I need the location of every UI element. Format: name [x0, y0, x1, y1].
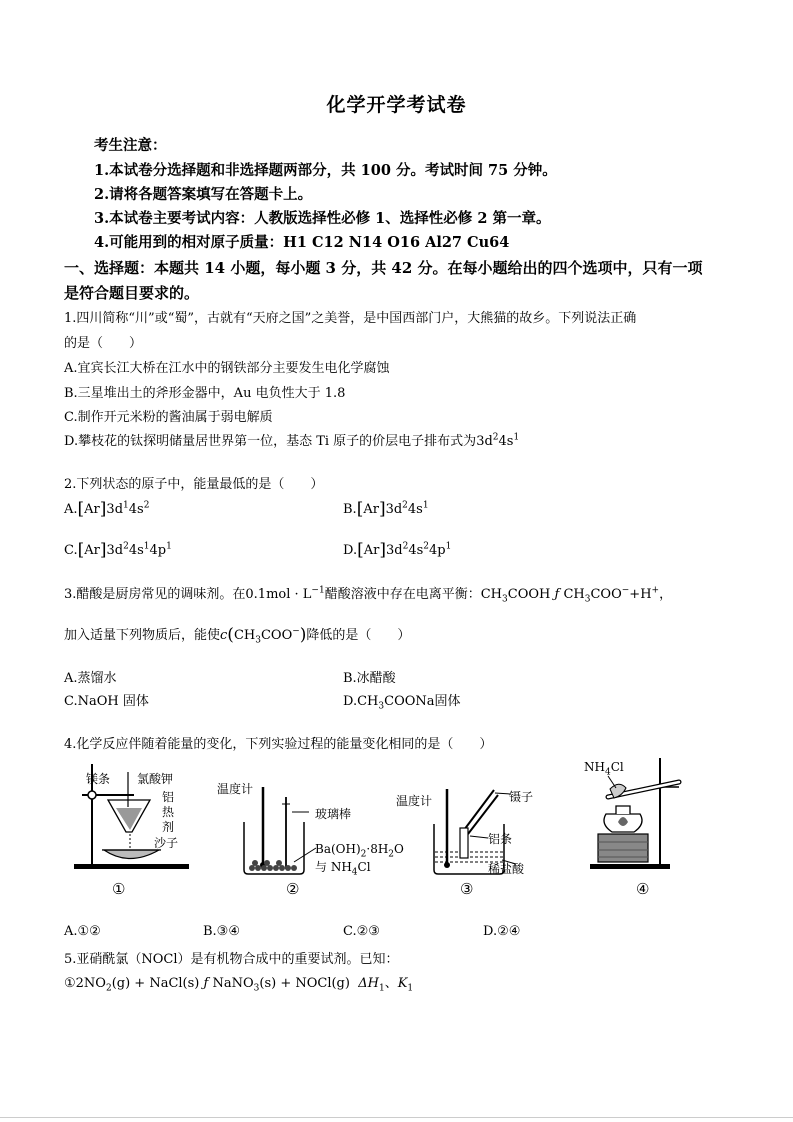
q2-option-b [343, 499, 429, 519]
q2-option-c [64, 540, 172, 560]
orbital: 3d [385, 502, 403, 517]
q3-text: ， [659, 587, 673, 602]
label-sub: 4 [604, 767, 611, 778]
eq-sub: 1 [407, 983, 414, 994]
eq-cooh: COOH [507, 587, 551, 602]
bracket-right: ] [379, 540, 386, 560]
label-part: 与 NH [315, 860, 352, 874]
eq-part: (g) + NaCl(s) [111, 976, 200, 991]
q5-equation-1 [64, 972, 413, 994]
label-baoh2 [315, 842, 404, 859]
q4-stem: 4.化学反应伴随着能量的变化，下列实验过程的能量变化相同的是（ ） [64, 737, 493, 752]
paren-left: ( [227, 625, 234, 645]
figure-thermite [64, 752, 194, 902]
label-part: NH [584, 760, 605, 774]
q3-option-c: C.NaOH 固体 [64, 694, 149, 709]
label-nh4cl [584, 760, 624, 777]
equilibrium-arrow: ƒ [554, 587, 560, 602]
label-nh4cl [315, 858, 371, 877]
eq-coona: COONa [384, 694, 435, 709]
label-mg-strip: 镁条 [86, 772, 111, 786]
q3-concentration-sup: −1 [311, 585, 325, 596]
q3-text: 加入适量下列物质后，能使 [64, 628, 221, 643]
label-glass-rod: 玻璃棒 [315, 807, 352, 821]
q3-text: 3.醋酸是厨房常见的调味剂。在 [64, 587, 246, 602]
orbital-sup: 2 [402, 500, 408, 511]
eq-part: 2NO [75, 976, 106, 991]
orbital-4s: 4s [498, 434, 514, 449]
figure-number-2: ② [286, 880, 300, 898]
eq-sub: 3 [584, 594, 591, 605]
orbital-sup: 1 [513, 432, 520, 443]
q4-option-d: D.②④ [483, 924, 521, 939]
notice-item-1: 1.本试卷分选择题和非选择题两部分，共 100 分。考试时间 75 分钟。 [94, 162, 557, 179]
figure-number-4: ④ [636, 880, 650, 898]
orbital: 4p [149, 543, 167, 558]
delta-h: ΔH [358, 976, 379, 991]
conc-symbol: c [220, 628, 228, 643]
label-sand: 沙子 [154, 836, 179, 850]
label-dilute-hcl: 稀盐酸 [488, 862, 525, 876]
q3-option-a: A.蒸馏水 [64, 671, 117, 686]
q1-option-d-formula [476, 434, 519, 449]
q3-text: 醋酸溶液中存在电离平衡： [324, 587, 481, 602]
q3-stem-line2 [64, 624, 410, 646]
eq-sub: 3 [502, 594, 508, 605]
orbital: 4s [128, 502, 144, 517]
eq-coo: COO [590, 587, 622, 602]
orbital: 4s [408, 543, 424, 558]
thermite-apparatus-drawing [64, 752, 194, 902]
notice-item-3: 3.本试卷主要考试内容：人教版选择性必修 1、选择性必修 2 第一章。 [94, 210, 551, 227]
label-sub: 4 [351, 867, 358, 878]
q3-concentration: 0.1mol · L [245, 587, 312, 602]
orbital-sup: 1 [445, 541, 452, 552]
orbital-sup: 1 [123, 500, 129, 511]
figure-baoh2 [214, 752, 404, 902]
q1-option-d-text: D.攀枝花的钛探明储量居世界第一位，基态 Ti 原子的价层电子排布式为 [64, 434, 477, 449]
q2-stem: 2.下列状态的原子中，能量最低的是（ ） [64, 477, 324, 492]
notice-heading: 考生注意： [94, 137, 167, 154]
eq-sup: − [292, 626, 300, 637]
bracket-left: [ [357, 540, 364, 560]
paren-right: ) [299, 625, 307, 645]
eq-sub: 3 [378, 701, 385, 712]
orbital-sup: 1 [422, 500, 429, 511]
orbital-sup: 1 [143, 541, 150, 552]
bottom-rule [0, 1117, 793, 1118]
orbital-sup: 2 [143, 500, 150, 511]
eq-sub: 3 [255, 635, 261, 646]
q2-option-d [343, 540, 451, 560]
figure-number-3: ③ [460, 880, 474, 898]
orbital-sup: 2 [492, 432, 499, 443]
eq-sub: 1 [378, 983, 385, 994]
option-label: A. [64, 502, 78, 517]
label-part: O [394, 842, 404, 856]
figure-al-hcl [394, 752, 544, 902]
label-sub: 2 [360, 849, 367, 860]
orbital-3d: 3d [476, 434, 493, 449]
q4-option-a: A.①② [64, 924, 101, 939]
eq-sup: − [621, 585, 630, 596]
bracket-left: [ [77, 540, 85, 560]
option-label: C. [64, 543, 78, 558]
label-thermite-3: 剂 [162, 820, 175, 834]
eq-coo: COO [260, 628, 293, 643]
orbital: 4s [407, 502, 423, 517]
eq-h: +H [629, 587, 652, 602]
eq-ch: CH [233, 628, 256, 643]
page-title: 化学开学考试卷 [326, 94, 467, 116]
label-sub: 2 [388, 849, 395, 860]
orbital-sup: 2 [123, 541, 129, 552]
label-part: Ba(OH) [315, 842, 361, 856]
eq-ch: CH [563, 587, 585, 602]
q1-option-d [64, 430, 519, 449]
equilibrium-constant: K [397, 976, 408, 991]
bracket-right: ] [99, 540, 107, 560]
label-kclo3: 氯酸钾 [137, 772, 174, 786]
option-label: D. [343, 694, 358, 709]
orbital: 3d [106, 543, 124, 558]
option-label: D. [343, 543, 358, 558]
eq-ch: CH [357, 694, 379, 709]
ar-core: Ar [363, 502, 379, 517]
bracket-right: ] [378, 499, 386, 519]
label-thermometer: 温度计 [217, 782, 254, 796]
q3-option-d [343, 690, 461, 712]
bracket-right: ] [99, 499, 107, 519]
q1-stem-line2: 的是（ ） [64, 336, 143, 351]
eq-sub: 2 [105, 983, 112, 994]
figure-number-1: ① [112, 880, 126, 898]
label-part: ·8H [366, 842, 389, 856]
figure-nh4cl-heating [564, 752, 714, 902]
ar-core: Ar [84, 502, 100, 517]
eq-sub: 3 [253, 983, 260, 994]
q3-text: 固体 [434, 694, 461, 709]
q3-stem-line1 [64, 583, 672, 605]
bracket-left: [ [356, 499, 364, 519]
q1-option-a: A.宜宾长江大桥在江水中的钢铁部分主要发生电化学腐蚀 [64, 361, 390, 376]
q3-text: 降低的是（ ） [306, 628, 411, 643]
orbital: 3d [385, 543, 403, 558]
q2-option-a [64, 499, 149, 519]
label-thermometer: 温度计 [396, 794, 433, 808]
orbital: 4s [128, 543, 144, 558]
label-part: Cl [357, 860, 371, 874]
q1-stem-line1: 1.四川简称“川”或“蜀”，古就有“天府之国”之美誉，是中国西部门户，大熊猫的故乡。下列说法正确 [64, 311, 637, 326]
section-heading-line2: 是符合题目要求的。 [64, 284, 200, 302]
label-al-strip: 铝条 [488, 832, 513, 846]
eq-number: ① [64, 976, 76, 991]
q1-option-c: C.制作开元米粉的酱油属于弱电解质 [64, 410, 273, 425]
ar-core: Ar [363, 543, 380, 558]
orbital: 3d [106, 502, 124, 517]
label-tweezers: 镊子 [509, 790, 534, 804]
eq-sep: 、 [384, 976, 398, 991]
notice-item-2: 2.请将各题答案填写在答题卡上。 [94, 186, 313, 203]
label-part: Cl [610, 760, 624, 774]
orbital: 4p [429, 543, 446, 558]
label-thermite-1: 铝 [162, 790, 175, 804]
orbital-sup: 1 [166, 541, 172, 552]
notice-item-4: 4.可能用到的相对原子质量：H1 C12 N14 O16 Al27 Cu64 [94, 234, 510, 251]
eq-part: NaNO [212, 976, 254, 991]
orbital-sup: 2 [402, 541, 409, 552]
ar-core: Ar [84, 543, 100, 558]
q1-option-b: B.三星堆出土的斧形金器中，Au 电负性大于 1.8 [64, 386, 346, 401]
eq-sup: + [651, 585, 660, 596]
eq-part: (s) + NOCl(g) [259, 976, 350, 991]
label-thermite-2: 热 [162, 805, 175, 819]
q4-option-c: C.②③ [343, 924, 380, 939]
section-heading-line1: 一、选择题：本题共 14 小题，每小题 3 分，共 42 分。在每小题给出的四个选项中，只有一项 [64, 259, 703, 277]
equilibrium-arrow: ƒ [203, 976, 209, 991]
option-label: B. [343, 502, 357, 517]
eq-ch: CH [480, 587, 503, 602]
orbital-sup: 2 [423, 541, 429, 552]
bracket-left: [ [77, 499, 85, 519]
q4-figures [64, 752, 734, 902]
q4-option-b: B.③④ [203, 924, 240, 939]
q5-stem: 5.亚硝酰氯（NOCl）是有机物合成中的重要试剂。已知： [64, 952, 399, 967]
q3-option-b: B.冰醋酸 [343, 671, 396, 686]
